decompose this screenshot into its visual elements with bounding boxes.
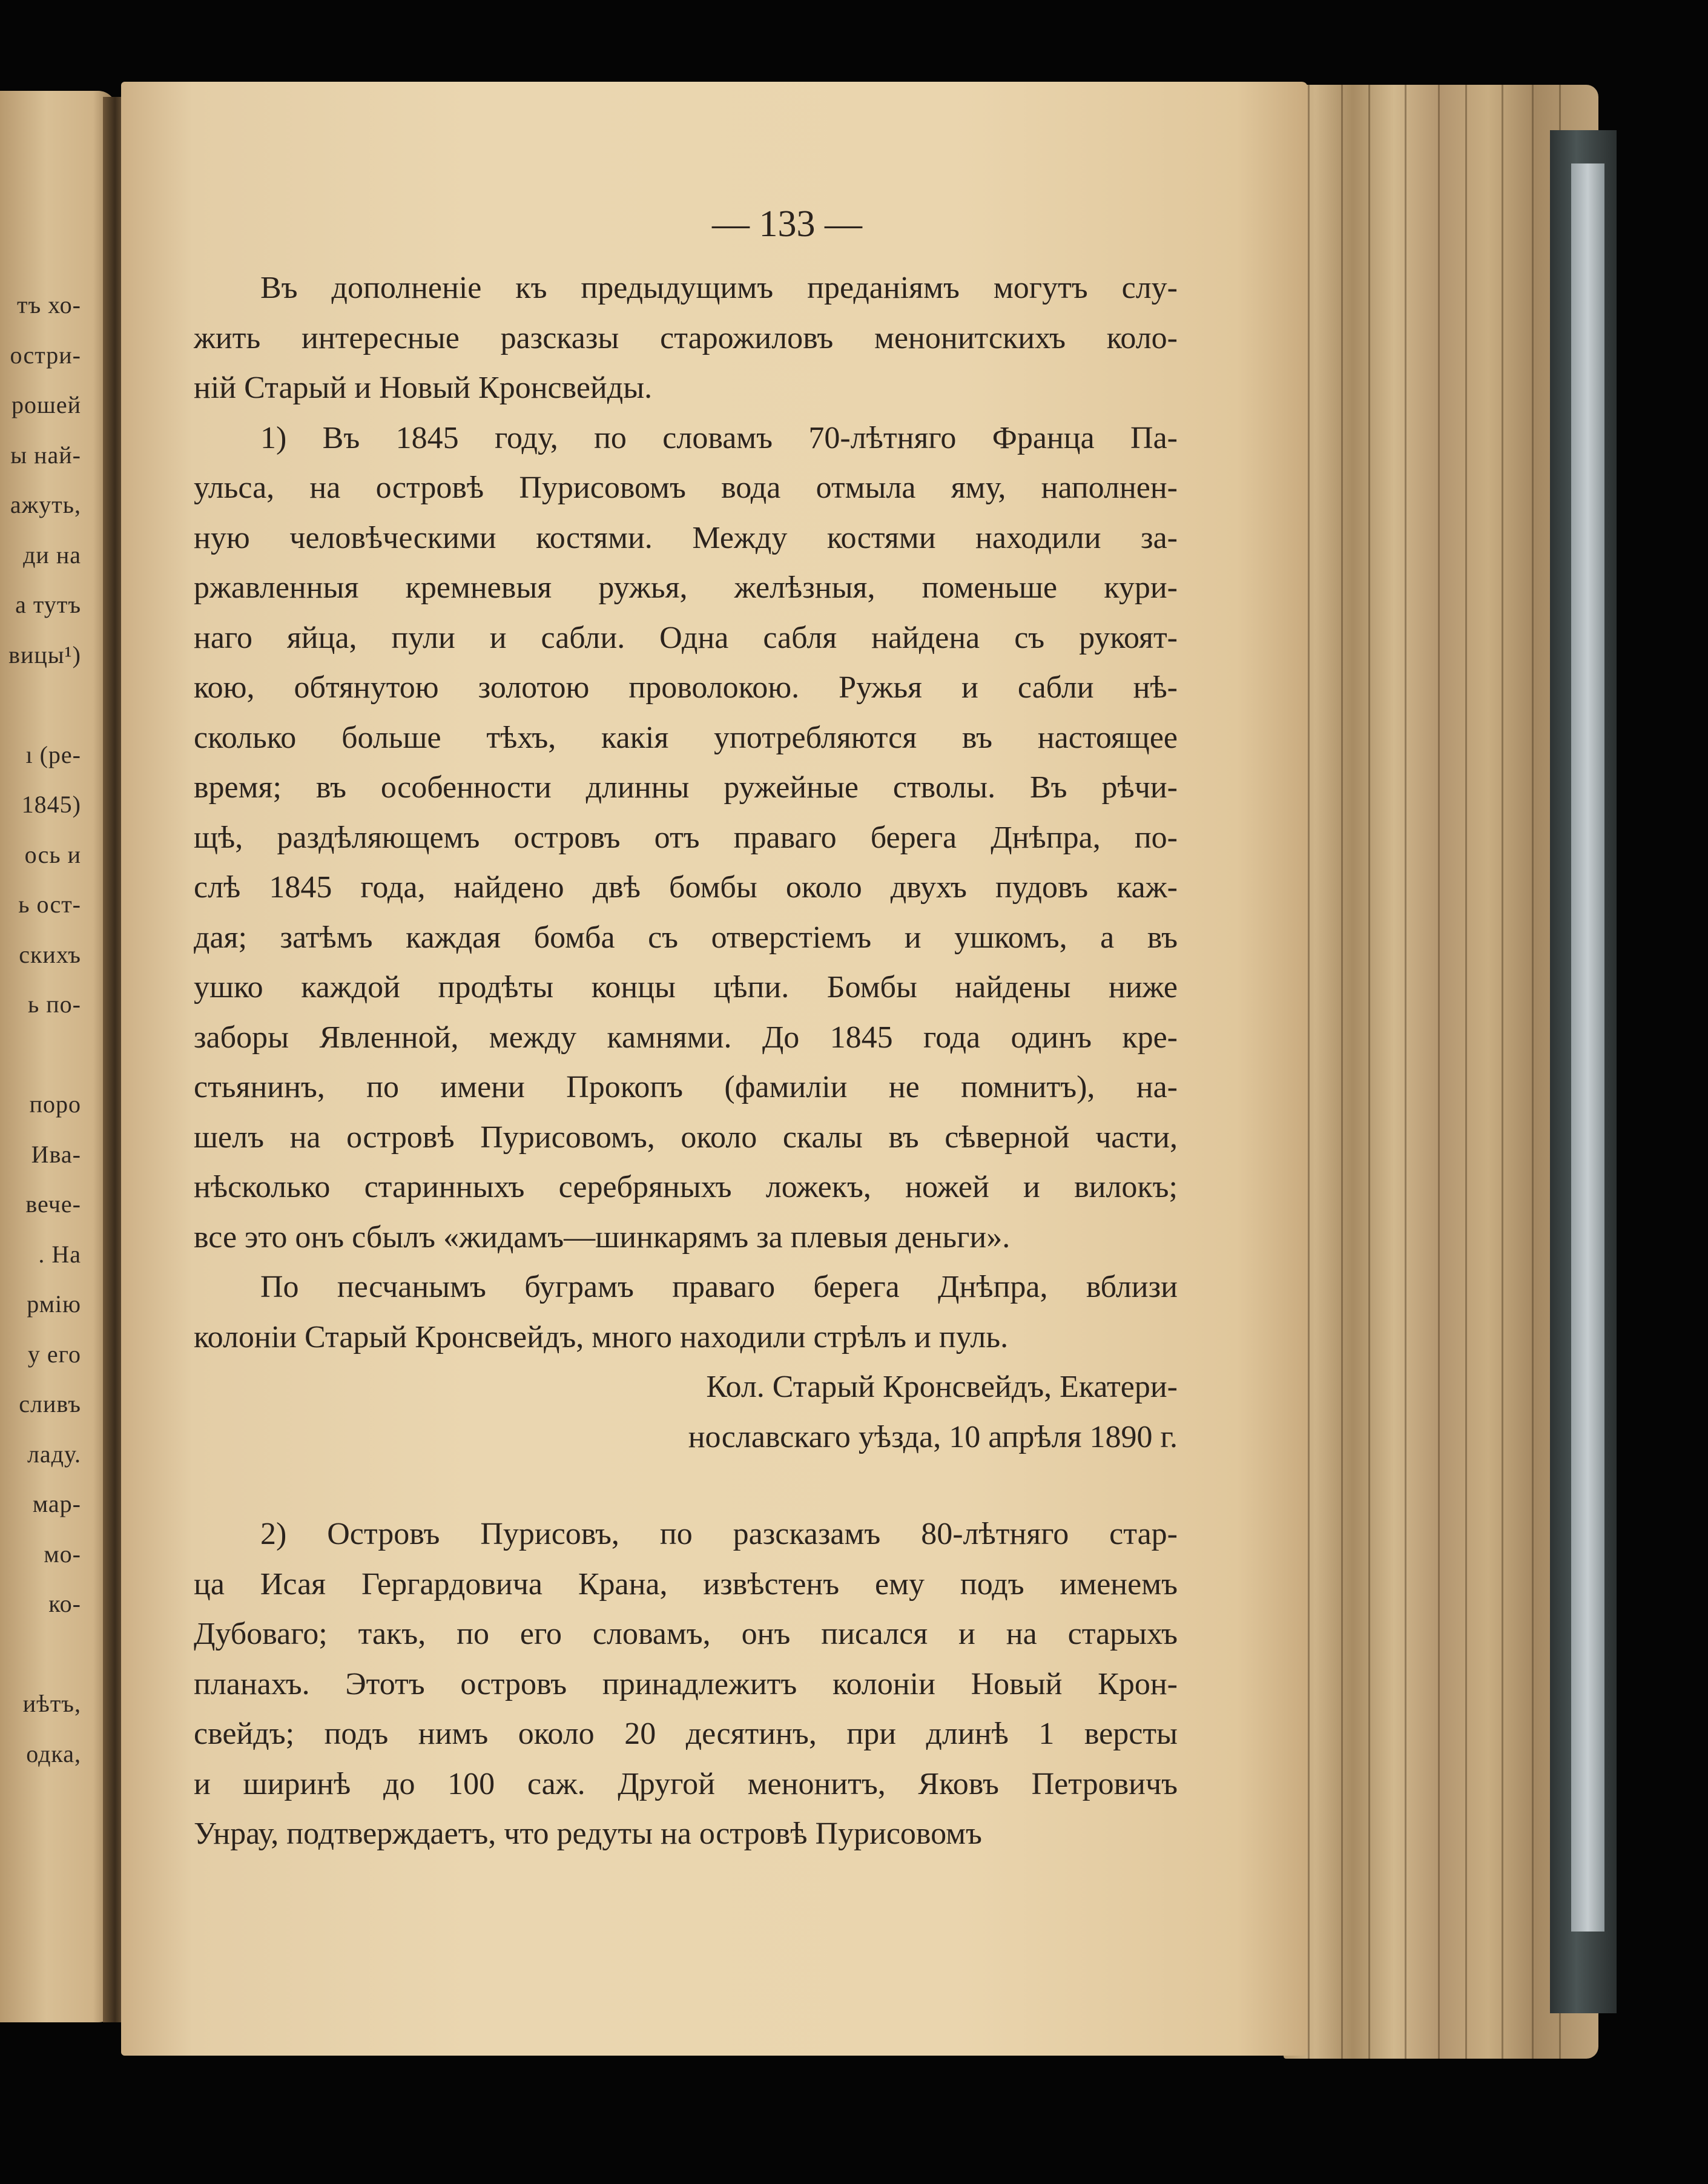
text-line: и ширинѣ до 100 саж. Другой менонитъ, Яковъ Петровичъ [194,1766,1178,1801]
page-edge-line [1532,85,1534,2059]
left-page-fragment: ажуть, [10,491,81,518]
text-line: ржавленныя кремневыя ружья, желѣзныя, поменьше кури- [194,570,1178,605]
text-line: 2) Островъ Пурисовъ, по разсказамъ 80-лѣтняго стар- [260,1517,1178,1551]
text-line: жить интересные разсказы старожиловъ менонитскихъ коло- [194,320,1178,355]
text-line: сколько больше тѣхъ, какія употребляются въ настоящее [194,720,1178,755]
left-page-fragment: мо- [44,1540,81,1568]
left-page-fragment: мар- [32,1490,81,1517]
text-line: ца Исая Гергардовича Крана, извѣстенъ ему подъ именемъ [194,1566,1178,1602]
left-page-fragment: 1845) [21,791,81,818]
text-line: ній Старый и Новый Кронсвейды. [194,371,653,405]
text-line: ушко каждой продѣты концы цѣпи. Бомбы найдены ниже [194,970,1178,1005]
page [121,82,1308,2056]
left-page-fragment: ь ост- [18,891,81,918]
left-page-fragment: скихъ [19,940,81,968]
left-page-fragment: вицы¹) [8,641,81,668]
paragraph-1 [194,263,1178,414]
page-edge-line [1368,85,1370,2059]
text-line: стьянинъ, по имени Прокопъ (фамиліи не помнитъ), на- [194,1070,1178,1104]
left-page-fragment: тъ хо- [17,291,81,318]
left-page-fragment: рошей [12,391,81,418]
left-page-fragment: одка, [26,1740,81,1767]
page-edge-line [1308,85,1310,2059]
text-line: Дубоваго; такъ, по его словамъ, онъ писался и на старыхъ [194,1617,1178,1651]
page-edge-line [1341,85,1343,2059]
left-page-fragment: ı (ре- [25,741,81,768]
text-line: нѣсколько старинныхъ серебряныхъ ложекъ, ножей и вилокъ; [194,1170,1178,1204]
text-line: слѣ 1845 года, найдено двѣ бомбы около двухъ пудовъ каж- [194,870,1178,905]
paragraph-3 [194,1262,1178,1362]
text-line: заборы Явленной, между камнями. До 1845 года одинъ кре- [194,1020,1178,1055]
page-edge-line [1465,85,1467,2059]
text-line: кою, обтянутою золотою проволокою. Ружья и сабли нѣ- [194,670,1178,705]
text-line: шелъ на островѣ Пурисовомъ, около скалы въ сѣверной части, [194,1120,1178,1155]
text-line: 1) Въ 1845 году, по словамъ 70-лѣтняго Франца Па- [260,420,1178,455]
text-line: наго яйца, пули и сабли. Одна сабля найдена съ рукоят- [194,620,1178,655]
left-page-fragment: рмію [27,1290,81,1318]
left-page-fragment: иѣтъ, [22,1690,81,1717]
page-edge-line [1405,85,1406,2059]
page-edge-line [1438,85,1440,2059]
text-line: все это онъ сбылъ «жидамъ—шинкарямъ за плевыя деньги». [194,1219,1011,1255]
text-line: Унрау, подтверждаетъ, что редуты на островѣ Пурисовомъ [194,1816,982,1851]
page-text [194,263,1178,1859]
page-edge-line [1502,85,1503,2059]
cover-edge [1571,163,1604,1932]
left-page-fragment: сливъ [19,1390,81,1417]
text-line: Кол. Старый Кронсвейдъ, Екатери- [706,1370,1178,1404]
signature-1 [194,1362,1178,1462]
text-line: дая; затѣмъ каждая бомба съ отверстіемъ и ушкомъ, а въ [194,920,1178,955]
left-page-fragment: ко- [48,1590,81,1617]
text-line: ную человѣческими костями. Между костями находили за- [194,520,1178,555]
left-page-fragment: ы най- [10,441,81,469]
left-page-fragment: ди на [23,541,81,569]
left-page-fragment: ось и [24,840,81,868]
paragraph-4 [194,1509,1178,1859]
left-page-fragment: а тутъ [15,591,81,618]
left-page-fragment: . На [38,1240,81,1268]
left-page-fragment: поро [29,1090,81,1118]
text-line: щѣ, раздѣляющемъ островъ отъ праваго берега Днѣпра, по- [194,820,1178,855]
left-page-fragment: ь по- [28,991,81,1018]
text-line: время; въ особенности длинны ружейные стволы. Въ рѣчи- [194,770,1178,805]
previous-page-edge [0,91,116,2022]
left-page-fragment: у его [27,1340,81,1368]
left-page-fragment: ладу. [27,1440,81,1468]
text-line: колоніи Старый Кронсвейдъ, много находили стрѣлъ и пуль. [194,1319,1009,1354]
text-line: свейдъ; подъ нимъ около 20 десятинъ, при длинѣ 1 версты [194,1717,1178,1751]
text-line: Въ дополненіе къ предыдущимъ преданіямъ могутъ слу- [260,271,1178,305]
section-gap [194,1462,1178,1509]
text-line: По песчанымъ буграмъ праваго берега Днѣпра, вблизи [260,1270,1178,1304]
page-number: — 133 — [712,203,862,245]
left-page-fragment: остри- [10,341,81,369]
paragraph-2 [194,414,1178,1263]
text-line: ульса, на островѣ Пурисовомъ вода отмыла яму, наполнен- [194,470,1178,505]
text-line: планахъ. Этотъ островъ принадлежитъ колоніи Новый Крон- [194,1666,1178,1701]
text-line: нославскаго уѣзда, 10 апрѣля 1890 г. [688,1419,1178,1454]
left-page-fragment: вече- [25,1190,81,1218]
left-page-fragment: Ива- [31,1140,81,1168]
